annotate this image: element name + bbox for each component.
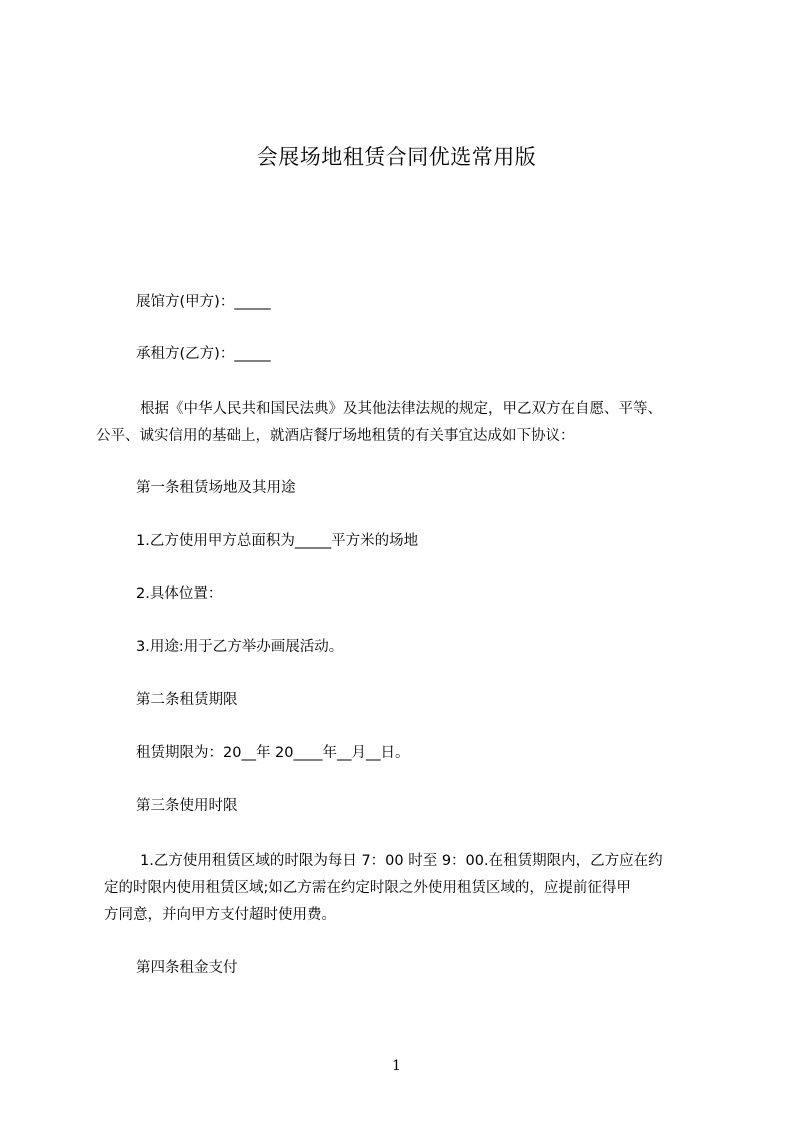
article-3-line-3: 方同意，并向甲方支付超时使用费。 [104, 907, 336, 923]
preamble-line-1: 根据《中华人民共和国民法典》及其他法律法规的规定，甲乙双方在自愿、平等、 [140, 401, 662, 417]
page-number: 1 [392, 1058, 401, 1074]
article-3-heading: 第三条使用时限 [136, 798, 238, 814]
article-4-heading: 第四条租金支付 [136, 960, 238, 976]
article-1-item-1: 1.乙方使用甲方总面积为_____平方米的场地 [136, 533, 419, 549]
article-3-line-1: 1.乙方使用租赁区域的时限为每日 7：00 时至 9：00.在租赁期限内，乙方应在约 [140, 853, 663, 869]
preamble-line-2: 公平、诚实信用的基础上，就酒店餐厅场地租赁的有关事宜达成如下协议： [96, 428, 575, 444]
article-3-line-2: 定的时限内使用租赁区域;如乙方需在约定时限之外使用租赁区域的，应提前征得甲 [104, 880, 631, 896]
party-a-line: 展馆方(甲方)：_____ [136, 294, 271, 310]
article-1-heading: 第一条租赁场地及其用途 [136, 480, 296, 496]
article-2-heading: 第二条租赁期限 [136, 692, 238, 708]
party-b-line: 承租方(乙方)：_____ [136, 346, 271, 362]
article-1-item-2: 2.具体位置： [136, 586, 223, 602]
document-title: 会展场地租赁合同优选常用版 [256, 145, 537, 169]
article-2-text: 租赁期限为：20__年 20____年__月__日。 [136, 745, 410, 761]
article-1-item-3: 3.用途:用于乙方举办画展活动。 [136, 639, 344, 655]
